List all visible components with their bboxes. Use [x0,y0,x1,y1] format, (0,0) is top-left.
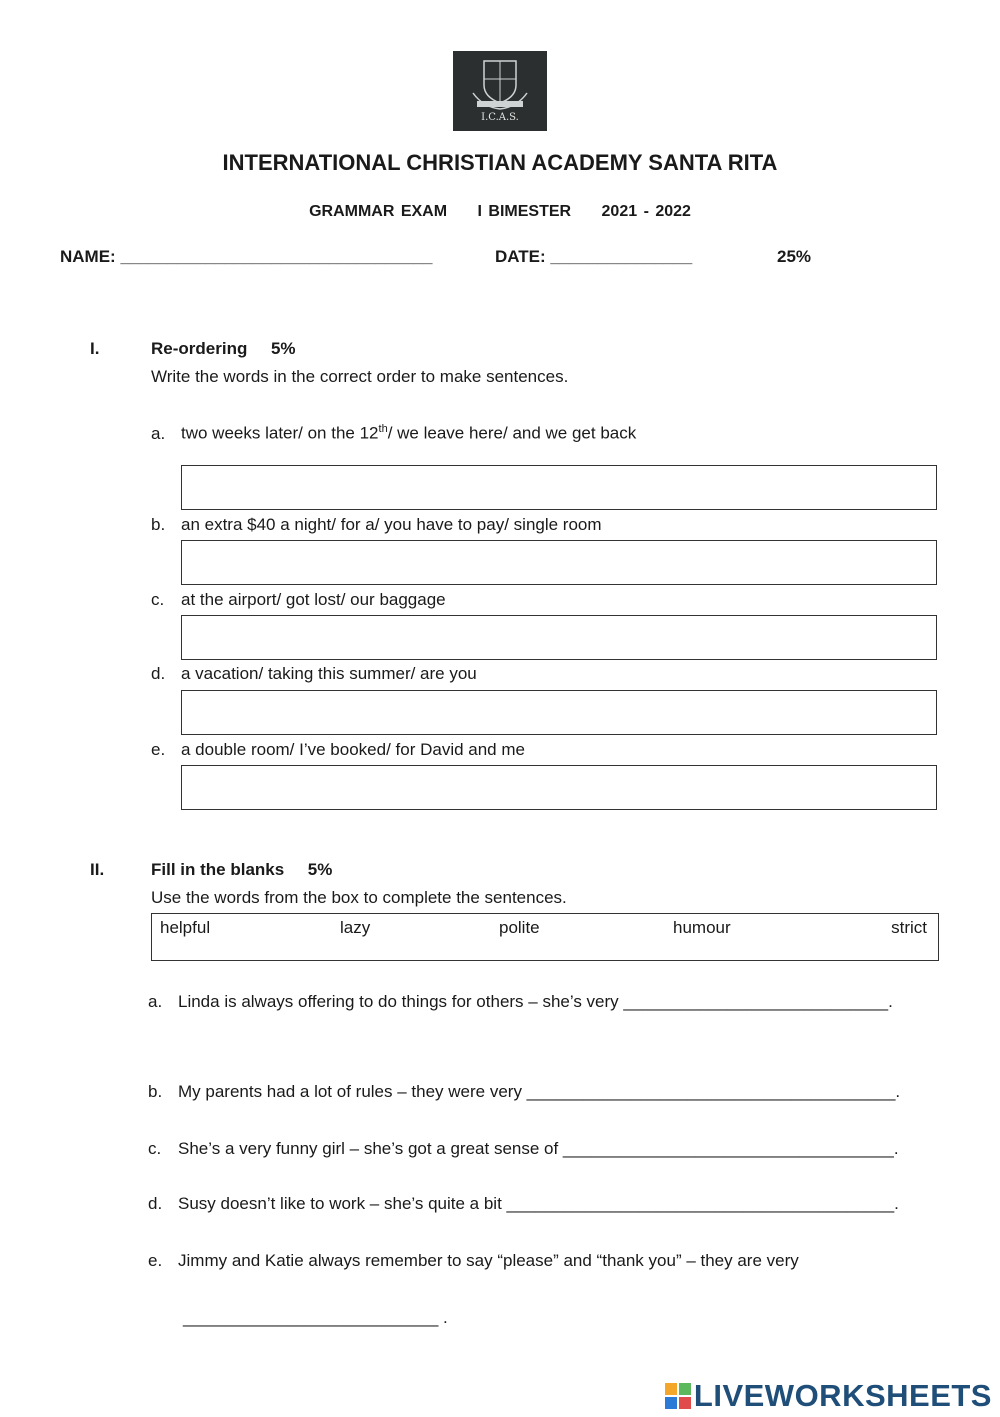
item-superscript: th [378,423,388,435]
item-letter: d. [151,664,166,683]
fill-item-b [148,1082,900,1102]
reorder-item-e [151,740,525,760]
reorder-item-c [151,590,446,610]
section2-number: II. [90,860,105,879]
answer-box-c[interactable] [181,615,937,660]
liveworksheets-text: LIVEWORKSHEETS [693,1378,992,1413]
answer-box-d[interactable] [181,690,937,735]
item-text: a double room/ I’ve booked/ for David and me [181,740,525,759]
word-option[interactable]: helpful [160,918,211,937]
section2-title: Fill in the blanks 5% [151,860,333,879]
answer-box-b[interactable] [181,540,937,585]
item-letter: d. [148,1194,163,1213]
exam-year: 2021 - 2022 [601,203,691,220]
svg-text:I.C.A.S.: I.C.A.S. [481,112,519,123]
answer-box-a[interactable] [181,465,937,510]
word-option[interactable]: polite [499,918,540,937]
fill-text: Jimmy and Katie always remember to say “please” and “thank you” – they are very [178,1251,799,1270]
fill-text[interactable]: She’s a very funny girl – she’s got a great sense of ___________________________________. [178,1139,899,1158]
fill-blank-e[interactable]: ___________________________ . [183,1308,448,1327]
item-letter: e. [148,1251,163,1270]
item-text: at the airport/ got lost/ our baggage [181,590,446,609]
item-letter: c. [151,590,165,609]
liveworksheets-icon [665,1381,691,1417]
exam-bimester: I BIMESTER [477,203,572,220]
section2-instruction: Use the words from the box to complete the sentences. [151,888,567,907]
item-letter: a. [151,423,166,443]
fill-text[interactable]: Susy doesn’t like to work – she’s quite a bit _________________________________________. [178,1194,899,1213]
section1-title: Re-ordering 5% [151,339,296,358]
school-name: INTERNATIONAL CHRISTIAN ACADEMY SANTA RITA [222,150,778,175]
answer-box-e[interactable] [181,765,937,810]
date-field[interactable]: DATE: _______________ [495,247,693,266]
reorder-item-b [151,515,602,535]
item-letter: e. [151,740,166,759]
item-text: a vacation/ taking this summer/ are you [181,664,477,683]
section1-number: I. [90,339,100,358]
fill-item-e [148,1251,799,1271]
word-option[interactable]: humour [673,918,731,937]
fill-text[interactable]: Linda is always offering to do things for others – she’s very ____________________________. [178,992,893,1011]
item-letter: c. [148,1139,162,1158]
reorder-item-d [151,664,477,684]
word-option[interactable]: lazy [340,918,371,937]
item-text-cont: / we leave here/ and we get back [387,423,637,443]
word-box [151,913,939,961]
item-letter: a. [148,992,163,1011]
reorder-item-a [151,423,636,444]
exam-title: GRAMMAR EXAM [309,203,448,220]
section1-instruction: Write the words in the correct order to make sentences. [151,367,569,386]
liveworksheets-logo [665,1378,992,1417]
exam-info [0,203,1000,221]
fill-item-a [148,992,893,1012]
fill-item-c [148,1139,899,1159]
fill-item-d [148,1194,899,1214]
school-logo [453,51,547,131]
item-letter: b. [148,1082,163,1101]
item-letter: b. [151,515,166,534]
fill-text[interactable]: My parents had a lot of rules – they were very _______________________________________. [178,1082,901,1101]
total-percent: 25% [777,247,812,266]
name-field[interactable]: NAME: _________________________________ [60,247,433,266]
item-text: an extra $40 a night/ for a/ you have to pay/ single room [181,515,602,534]
word-option[interactable]: strict [891,918,927,937]
item-text: two weeks later/ on the 12 [181,423,379,443]
